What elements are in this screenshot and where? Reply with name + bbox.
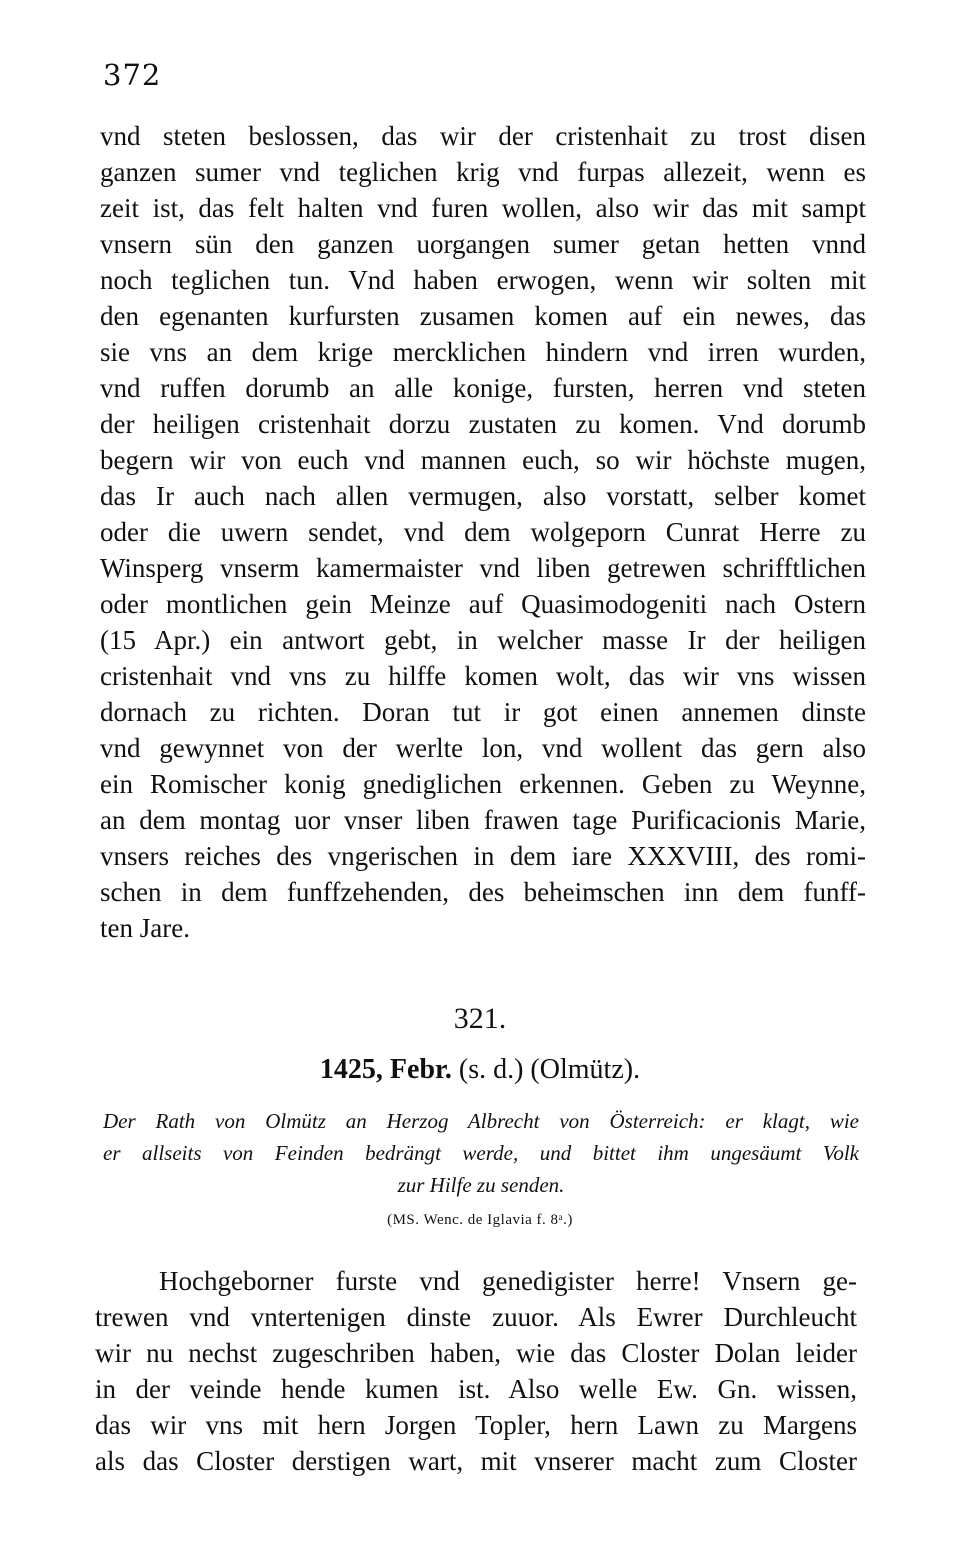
text-line: oder die uwern sendet, vnd dem wolgeporn Cunrat Herre zu bbox=[100, 517, 866, 547]
text-line: vnd steten beslossen, das wir der cristenhait zu trost disen bbox=[100, 121, 866, 151]
text-line: ein Romischer konig gnediglichen erkennen. Geben zu Weynne, bbox=[100, 769, 866, 799]
letter-paragraph bbox=[95, 1263, 857, 1479]
text-line: der heiligen cristenhait dorzu zustaten zu komen. Vnd dorumb bbox=[100, 409, 866, 439]
text-line: an dem montag uor vnser liben frawen tage Purificacionis Marie, bbox=[100, 805, 866, 835]
text-line: vnd gewynnet von der werlte lon, vnd wollent das gern also bbox=[100, 733, 866, 763]
text-line: den egenanten kurfursten zusamen komen auf ein newes, das bbox=[100, 301, 866, 331]
text-line: als das Closter derstigen wart, mit vnserer macht zum Closter bbox=[95, 1446, 857, 1476]
page-number: 372 bbox=[103, 58, 162, 92]
text-line: trewen vnd vntertenigen dinste zuuor. Als Ewrer Durchleucht bbox=[95, 1302, 857, 1332]
text-line: (15 Apr.) ein antwort gebt, in welcher masse Ir der heiligen bbox=[100, 625, 866, 655]
text-line: zeit ist, das felt halten vnd furen wollen, also wir das mit sampt bbox=[100, 193, 866, 223]
text-line: ganzen sumer vnd teglichen krig vnd furpas allezeit, wenn es bbox=[100, 157, 866, 187]
text-line: oder montlichen gein Meinze auf Quasimodogeniti nach Ostern bbox=[100, 589, 866, 619]
source-citation: (MS. Wenc. de Iglavia f. 8ᵃ.) bbox=[387, 1212, 573, 1228]
text-line: in der veinde hende kumen ist. Also welle Ew. Gn. wissen, bbox=[95, 1374, 857, 1404]
text-line: dornach zu richten. Doran tut ir got einen annemen dinste bbox=[100, 697, 866, 727]
document-date-heading bbox=[0, 1054, 960, 1086]
text-line: begern wir von euch vnd mannen euch, so wir höchste mugen, bbox=[100, 445, 866, 475]
text-line: das wir vns mit hern Jorgen Topler, hern Lawn zu Margens bbox=[95, 1410, 857, 1440]
text-line: Winsperg vnserm kamermaister vnd liben getrewen schrifftlichen bbox=[100, 553, 866, 583]
text-line: sie vns an dem krige mercklichen hindern vnd irren wurden, bbox=[100, 337, 866, 367]
text-line: Hochgeborner furste vnd genedigister herre! Vnsern ge- bbox=[159, 1266, 857, 1296]
text-line: schen in dem funffzehenden, des beheimschen inn dem funff- bbox=[100, 877, 866, 907]
text-line: ten Jare. bbox=[100, 913, 190, 943]
document-number: 321. bbox=[453, 1002, 507, 1035]
text-line: das Ir auch nach allen vermugen, also vorstatt, selber komet bbox=[100, 481, 866, 511]
continuation-paragraph bbox=[100, 118, 866, 946]
text-line: vnd ruffen dorumb an alle konige, fursten, herren vnd steten bbox=[100, 373, 866, 403]
summary-line: er allseits von Feinden bedrängt werde, und bittet ihm ungesäumt Volk bbox=[103, 1141, 859, 1165]
summary-line: zur Hilfe zu senden. bbox=[397, 1173, 565, 1197]
document-summary bbox=[103, 1105, 859, 1201]
text-line: wir nu nechst zugeschriben haben, wie das Closter Dolan leider bbox=[95, 1338, 857, 1368]
text-line: cristenhait vnd vns zu hilffe komen wolt, das wir vns wissen bbox=[100, 661, 866, 691]
document-date: 1425, Febr. bbox=[319, 1054, 452, 1085]
document-place: (s. d.) (Olmütz). bbox=[458, 1054, 641, 1085]
text-line: vnsers reiches des vngerischen in dem iare XXXVIII, des romi- bbox=[100, 841, 866, 871]
text-line: vnsern sün den ganzen uorgangen sumer getan hetten vnnd bbox=[100, 229, 866, 259]
summary-line: Der Rath von Olmütz an Herzog Albrecht von Österreich: er klagt, wie bbox=[103, 1109, 859, 1133]
text-line: noch teglichen tun. Vnd haben erwogen, wenn wir solten mit bbox=[100, 265, 866, 295]
